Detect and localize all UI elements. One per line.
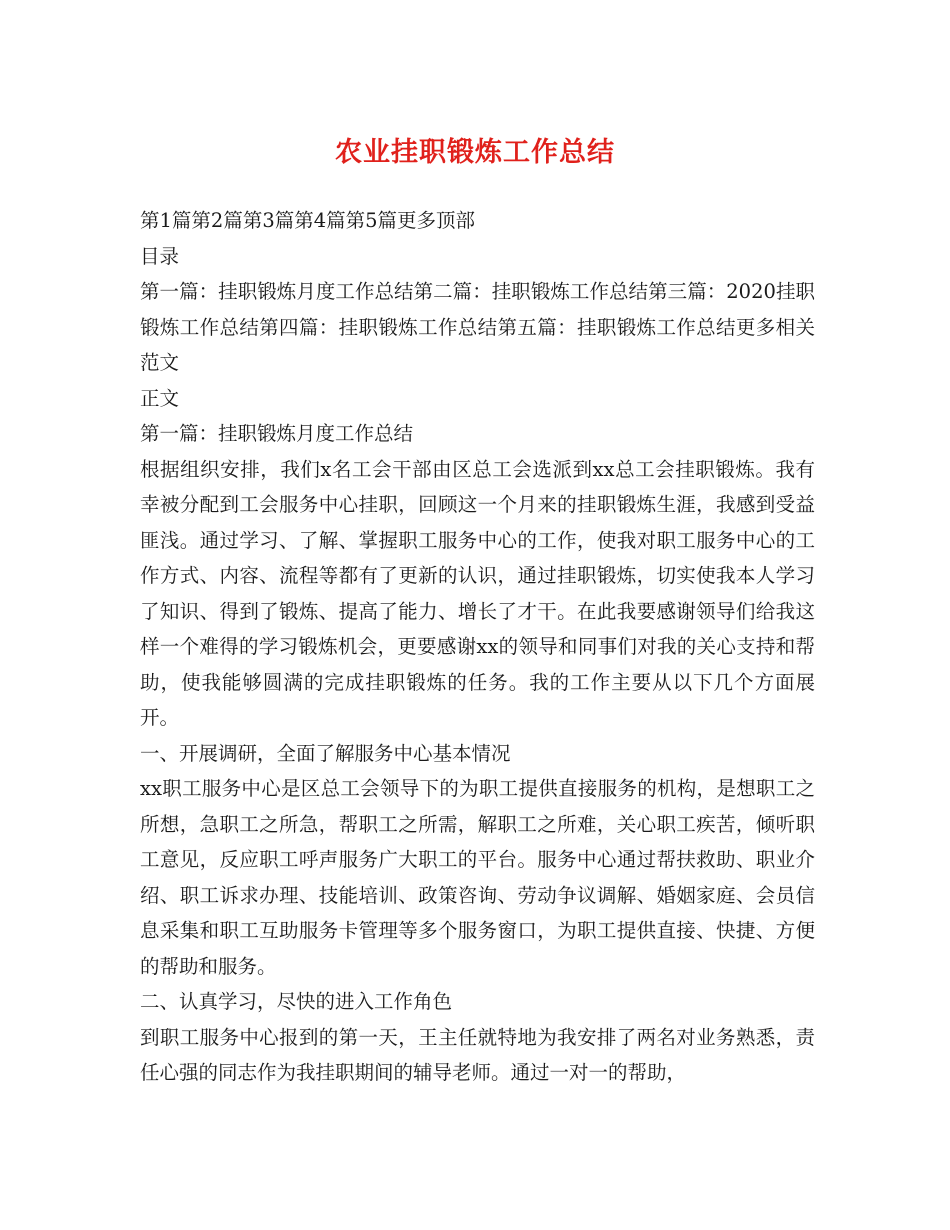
body-heading: 正文 [140, 386, 180, 410]
section-heading: 二、认真学习，尽快的进入工作角色 [140, 990, 453, 1013]
chapter-heading: 第一篇：挂职锻炼月度工作总结 [140, 422, 414, 445]
paragraph: 到职工服务中心报到的第一天，王主任就特地为我安排了两名对业务熟悉，责任心强的同志作为我挂职期间的辅导老师。通过一对一的帮助， [140, 1025, 815, 1084]
chapter-nav-line: 第1篇第2篇第3篇第4篇第5篇更多顶部 [140, 209, 476, 232]
document-title: 农业挂职锻炼工作总结 [335, 137, 615, 168]
section-heading: 一、开展调研，全面了解服务中心基本情况 [140, 741, 511, 765]
toc-content: 第一篇：挂职锻炼月度工作总结第二篇：挂职锻炼工作总结第三篇：2020挂职锻炼工作总结第四篇：挂职锻炼工作总结第五篇：挂职锻炼工作总结更多相关范文 [140, 280, 815, 374]
paragraph: xx职工服务中心是区总工会领导下的为职工提供直接服务的机构，是想职工之所想，急职工之所急，帮职工之所需，解职工之所难，关心职工疾苦，倾听职工意见，反应职工呼声服务广大职工的平台。服务中心通过帮扶救助、职业介绍、职工诉求办理、技能培训、政策咨询、劳动争议调解、婚姻家庭、会员信息采集和职工互助服务卡管理等多个服务窗口，为职工提供直接、快捷、方便的帮助和服务。 [140, 777, 815, 978]
document-body [140, 203, 815, 1091]
toc-heading: 目录 [140, 244, 180, 268]
paragraph: 根据组织安排，我们x名工会干部由区总工会选派到xx总工会挂职锻炼。我有幸被分配到工会服务中心挂职，回顾这一个月来的挂职锻炼生涯，我感到受益匪浅。通过学习、了解、掌握职工服务中心的工作，使我对职工服务中心的工作方式、内容、流程等都有了更新的认识，通过挂职锻炼，切实使我本人学习了知识、得到了锻炼、提高了能力、增长了才干。在此我要感谢领导们给我这样一个难得的学习锻炼机会，更要感谢xx的领导和同事们对我的关心支持和帮助，使我能够圆满的完成挂职锻炼的任务。我的工作主要从以下几个方面展开。 [140, 457, 815, 729]
